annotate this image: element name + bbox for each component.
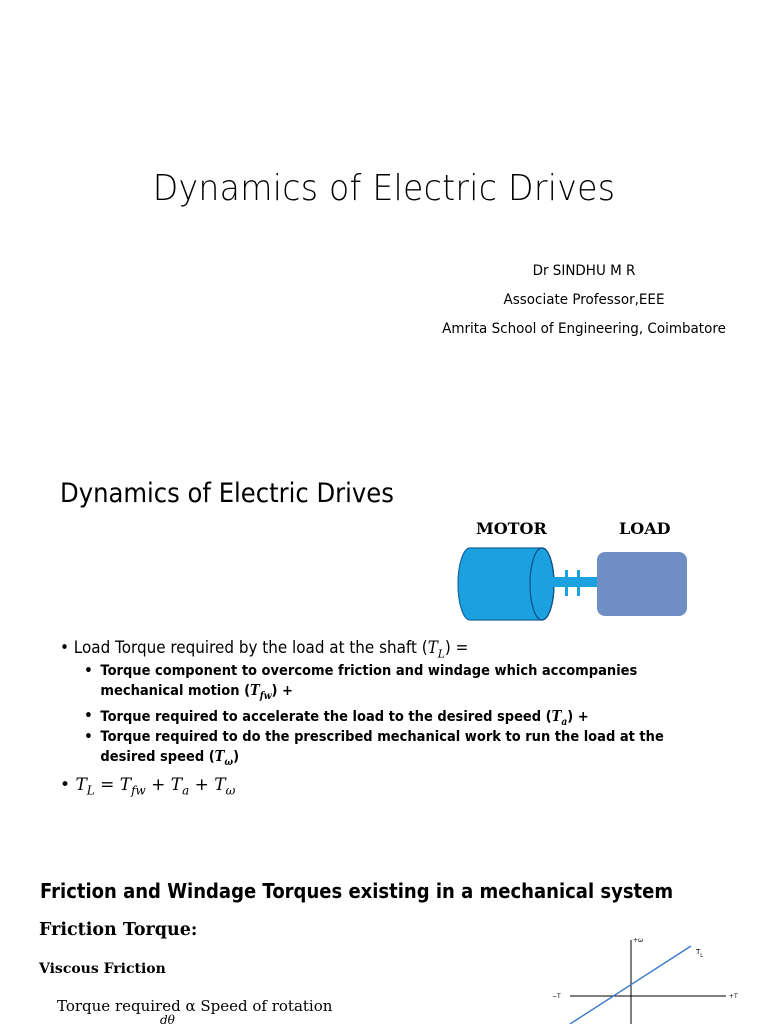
title-slide [0,0,768,432]
sub-bullet-work: • Torque required to do the prescribed mechanical work to run the load at the desired speed $(T_\omega)$ [84,729,664,768]
author-org: Amrita School of Engineering, Coimbatore [442,321,726,337]
slide3-title: Friction and Windage Torques existing in a mechanical system [40,879,674,903]
y-axis-label: +ω [633,937,644,944]
sub-bullet-accelerate: • Torque required to accelerate the load to the desired speed $(T_a)$ + [84,708,589,728]
shaft-icon [553,570,597,596]
friction-torque-heading: Friction Torque: [39,920,198,940]
slide2-title: Dynamics of Electric Drives [60,478,394,509]
load-label: LOAD [619,519,671,538]
x-neg-label: −T [552,993,561,1000]
author-role: Associate Professor,EEE [503,292,665,308]
bullet-load-torque: • Load Torque required by the load at the shaft $(T_L)$ = [60,638,469,661]
x-pos-label: +T [729,993,738,1000]
slide-title: Dynamics of Electric Drives [152,168,616,209]
viscous-friction-graph [540,930,745,1024]
motor-icon [458,548,554,620]
line-label: $T_L$ [696,948,704,959]
sub-bullet-friction: • Torque component to overcome friction and windage which accompanies mechanical motion $(T_{fw})$ + [84,663,638,702]
author-name: Dr SINDHU M R [532,263,636,279]
viscous-friction-heading: Viscous Friction [39,961,166,977]
load-icon [597,552,687,616]
motor-label: MOTOR [476,519,547,538]
torque-equation: • $T_L = T_{fw} + T_a + T_\omega$ [60,775,236,798]
motor-load-diagram [456,540,696,622]
torque-proportional-line: Torque required α Speed of rotation [57,997,333,1015]
fraction-numerator: dθ [160,1013,175,1027]
